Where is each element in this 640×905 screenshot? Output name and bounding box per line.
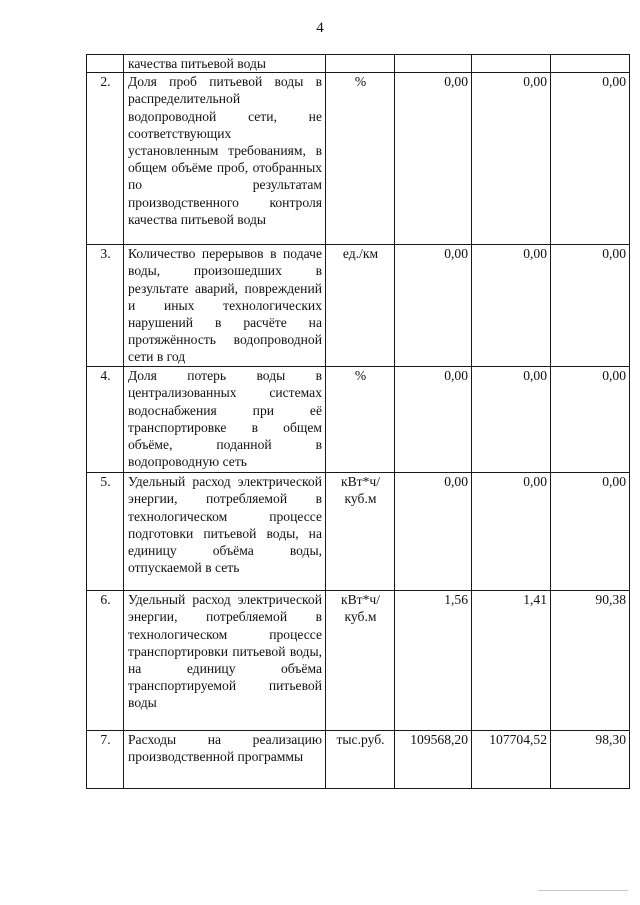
- row-number: 3.: [87, 245, 124, 367]
- row-number: 7.: [87, 731, 124, 789]
- value-plan: [395, 55, 472, 73]
- scan-artifact: [538, 890, 628, 891]
- value-fact: 0,00: [472, 73, 551, 245]
- table-row: [87, 55, 630, 73]
- table-row: [87, 367, 630, 473]
- row-number: 2.: [87, 73, 124, 245]
- value-plan: 0,00: [395, 367, 472, 473]
- unit-of-measure: %: [326, 73, 395, 245]
- unit-of-measure: %: [326, 367, 395, 473]
- value-fact: 107704,52: [472, 731, 551, 789]
- value-plan: 0,00: [395, 245, 472, 367]
- table-row: [87, 591, 630, 731]
- indicator-name: Расходы на реализацию производственной программы: [124, 731, 326, 789]
- row-number: 6.: [87, 591, 124, 731]
- row-number: 5.: [87, 473, 124, 591]
- value-fact: 0,00: [472, 245, 551, 367]
- value-percent: 0,00: [551, 245, 630, 367]
- value-fact: 0,00: [472, 473, 551, 591]
- unit-of-measure: кВт*ч/ куб.м: [326, 473, 395, 591]
- table-row: [87, 245, 630, 367]
- row-number: [87, 55, 124, 73]
- value-percent: 0,00: [551, 367, 630, 473]
- unit-of-measure: [326, 55, 395, 73]
- table-row: [87, 473, 630, 591]
- value-percent: 98,30: [551, 731, 630, 789]
- indicators-table: [86, 54, 630, 789]
- value-percent: 0,00: [551, 73, 630, 245]
- value-percent: [551, 55, 630, 73]
- unit-of-measure: кВт*ч/ куб.м: [326, 591, 395, 731]
- unit-of-measure: тыс.руб.: [326, 731, 395, 789]
- value-fact: 0,00: [472, 367, 551, 473]
- indicator-name: Доля проб питьевой воды в распределительной водопроводной сети, не соответствующих установленным требованиям, в общем объёме проб, отобранных по результатам производственного контроля качества питьевой воды: [124, 73, 326, 245]
- row-number: 4.: [87, 367, 124, 473]
- value-percent: 90,38: [551, 591, 630, 731]
- value-percent: 0,00: [551, 473, 630, 591]
- indicator-name: Удельный расход электрической энергии, потребляемой в технологическом процессе подготовки питьевой воды, на единицу объёма воды, отпускаемой в сеть: [124, 473, 326, 591]
- unit-of-measure: ед./км: [326, 245, 395, 367]
- table-row: [87, 73, 630, 245]
- value-fact: [472, 55, 551, 73]
- value-fact: 1,41: [472, 591, 551, 731]
- indicator-name: Количество перерывов в подаче воды, произошедших в результате аварий, повреждений и иных технологических нарушений в расчёте на протяжённость водопроводной сети в год: [124, 245, 326, 367]
- table-row: [87, 731, 630, 789]
- value-plan: 0,00: [395, 473, 472, 591]
- value-plan: 0,00: [395, 73, 472, 245]
- indicator-name: Удельный расход электрической энергии, потребляемой в технологическом процессе транспортировки питьевой воды, на единицу объёма транспортируемой питьевой воды: [124, 591, 326, 731]
- value-plan: 109568,20: [395, 731, 472, 789]
- indicator-name: качества питьевой воды: [124, 55, 326, 73]
- indicator-name: Доля потерь воды в централизованных системах водоснабжения при её транспортировке в общем объёме, поданной в водопроводную сеть: [124, 367, 326, 473]
- page-number: 4: [316, 20, 324, 36]
- value-plan: 1,56: [395, 591, 472, 731]
